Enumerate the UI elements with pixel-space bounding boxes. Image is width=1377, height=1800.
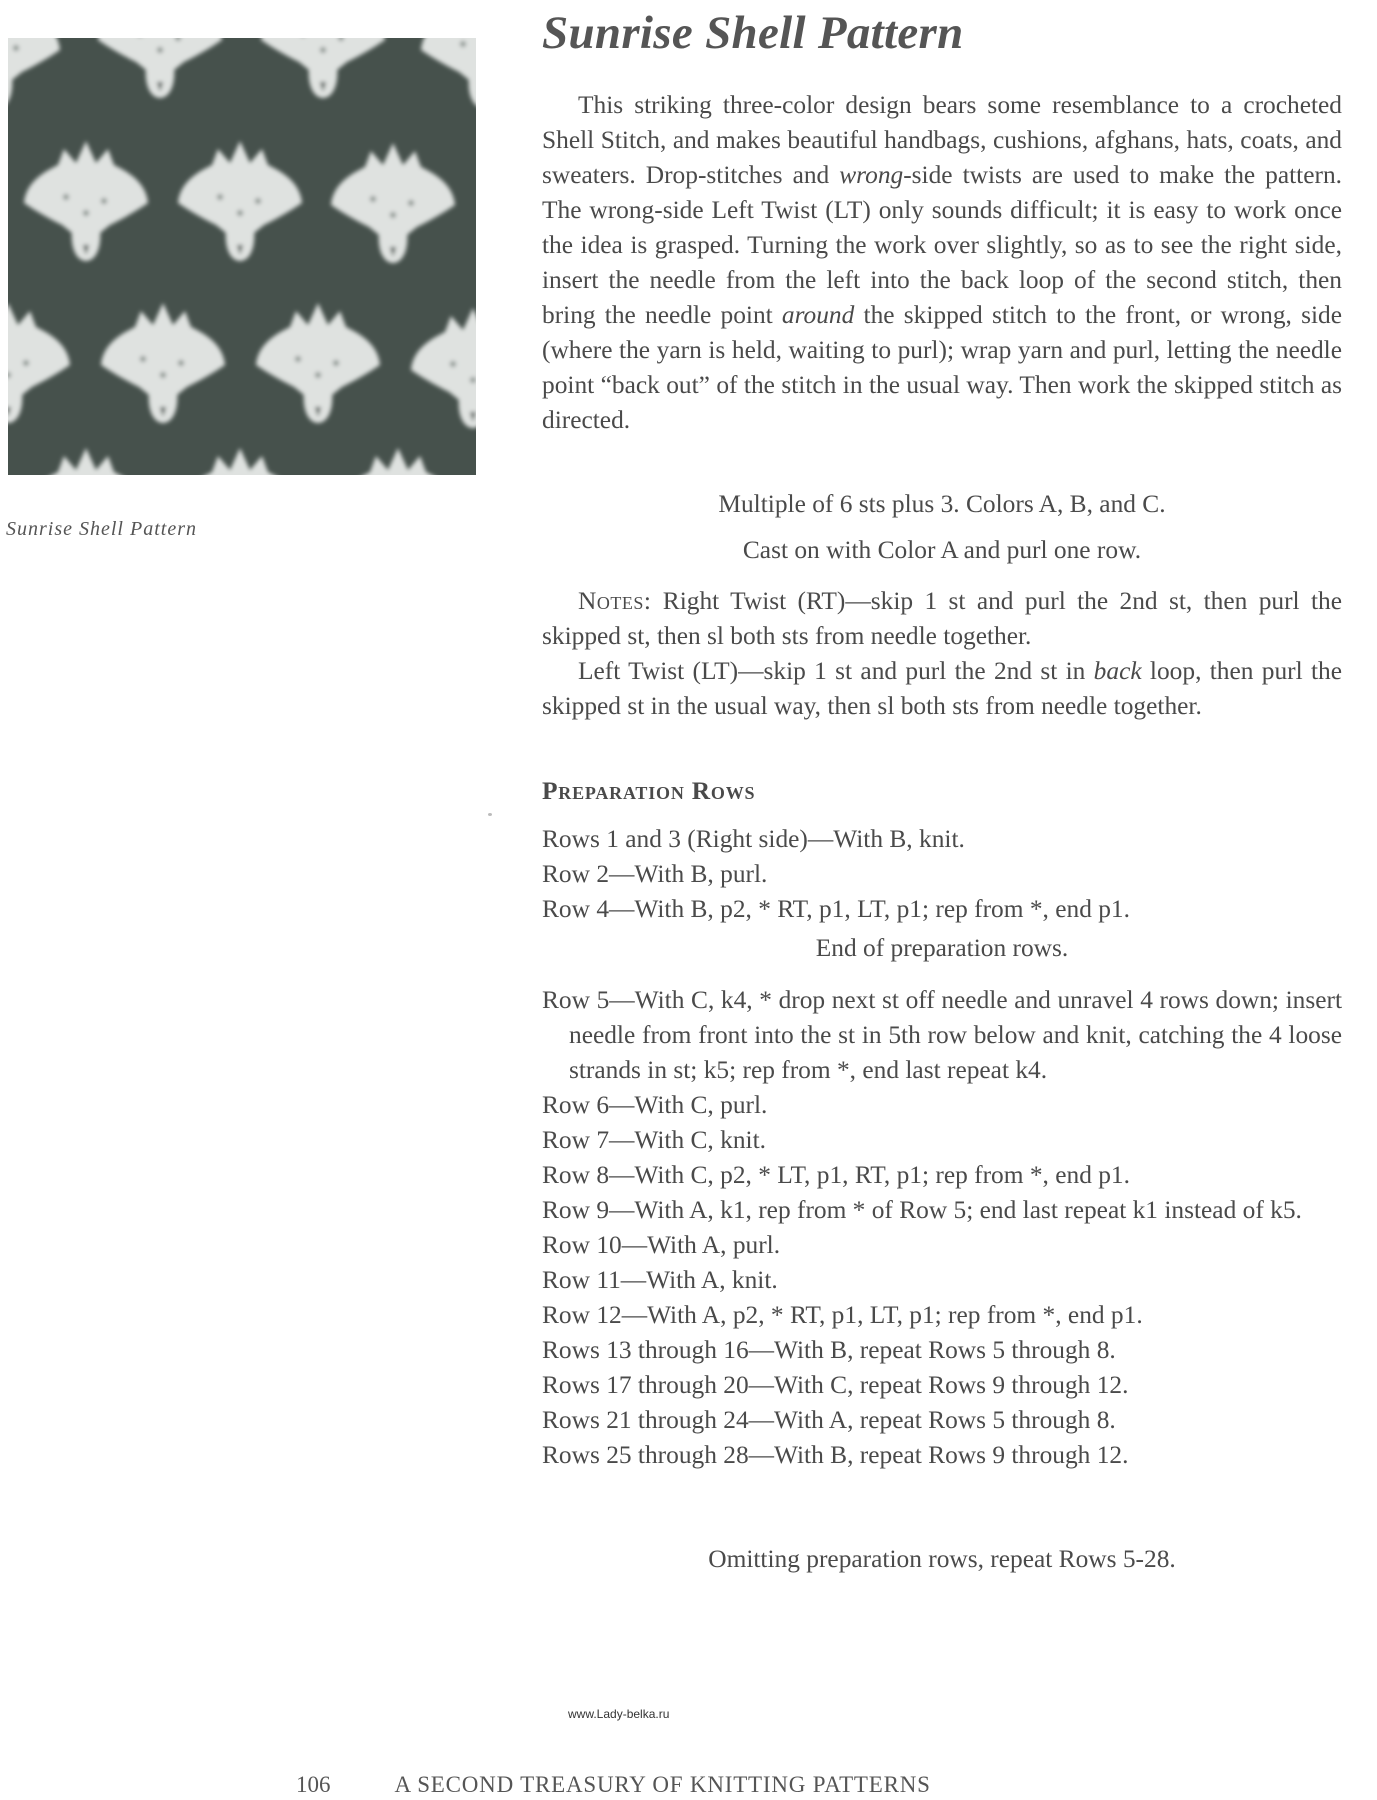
repeat-instruction: Omitting preparation rows, repeat Rows 5-28.	[708, 1545, 1176, 1573]
instruction-row: Row 12—With A, p2, * RT, p1, LT, p1; rep from *, end p1.	[542, 1301, 1143, 1329]
pattern-rows-list	[542, 983, 1342, 1473]
intro-text: This striking three-color design bears some resemblance to a crocheted Shell Stitch, and makes beautiful handbags, cushions, afghans, hats, coats, and sweaters. Drop-stitches and	[542, 91, 1342, 189]
intro-text: -side twists are used to make the pattern. The wrong-side Left Twist (LT) only sounds difficult; it is easy to work once the idea is grasped. Turning the work over slightly, so as to see the right side, insert the needle from the left into the back loop of the second stitch, then bring the needle point	[542, 161, 1343, 329]
pattern-title: Sunrise Shell Pattern	[542, 7, 964, 59]
end-of-preparation-note: End of preparation rows.	[815, 934, 1069, 962]
cast-on-instruction: Cast on with Color A and purl one row.	[742, 536, 1142, 564]
instruction-row: Row 8—With C, p2, * LT, p1, RT, p1; rep from *, end p1.	[542, 1161, 1130, 1189]
book-title: A SECOND TREASURY OF KNITTING PATTERNS	[394, 1772, 931, 1797]
pattern-swatch-photo	[8, 38, 476, 475]
note-right-twist	[542, 584, 1342, 654]
instruction-row: Rows 17 through 20—With C, repeat Rows 9 through 12.	[542, 1371, 1129, 1399]
stitch-multiple: Multiple of 6 sts plus 3. Colors A, B, and C.	[718, 490, 1166, 518]
preparation-rows-heading: Preparation Rows	[542, 777, 756, 805]
instruction-row: Row 10—With A, purl.	[542, 1231, 781, 1259]
intro-emphasis: wrong	[839, 161, 904, 189]
instruction-row: Row 6—With C, purl.	[542, 1091, 768, 1119]
page-footer	[296, 1772, 931, 1798]
instruction-row: Row 4—With B, p2, * RT, p1, LT, p1; rep from *, end p1.	[542, 895, 1130, 923]
note-left-twist	[542, 654, 1342, 724]
notes-section	[542, 584, 1342, 724]
preparation-rows-list	[542, 822, 1342, 927]
instruction-row: Row 9—With A, k1, rep from * of Row 5; end last repeat k1 instead of k5.	[542, 1196, 1302, 1224]
watermark-link[interactable]: www.Lady-belka.ru	[568, 1707, 670, 1721]
instruction-row: Rows 25 through 28—With B, repeat Rows 9 through 12.	[542, 1441, 1129, 1469]
figure-caption: Sunrise Shell Pattern	[6, 518, 197, 540]
instruction-row: Row 2—With B, purl.	[542, 860, 768, 888]
scan-speck	[488, 813, 492, 816]
note-text: loop, then purl the skipped st in the usual way, then sl both sts from needle together.	[542, 657, 1342, 720]
notes-label: Notes:	[578, 587, 652, 615]
knit-swatch-image	[8, 38, 476, 475]
note-emphasis: back	[1093, 657, 1142, 685]
instruction-row: Rows 1 and 3 (Right side)—With B, knit.	[542, 825, 965, 853]
intro-text: the skipped stitch to the front, or wrong, side (where the yarn is held, waiting to purl); wrap yarn and purl, letting the needle point “back out” of the stitch in the usual way. Then work the skipped stitch as directed.	[542, 301, 1342, 434]
intro-emphasis: around	[781, 301, 855, 329]
instruction-row: Rows 13 through 16—With B, repeat Rows 5 through 8.	[542, 1336, 1116, 1364]
note-text: Left Twist (LT)—skip 1 st and purl the 2nd st in	[578, 657, 1094, 685]
instruction-row: Row 11—With A, knit.	[542, 1266, 778, 1294]
page-number: 106	[296, 1772, 331, 1797]
note-text: Right Twist (RT)—skip 1 st and purl the 2nd st, then purl the skipped st, then sl both sts from needle together.	[542, 587, 1342, 650]
intro-paragraph	[542, 88, 1342, 438]
instruction-row: Row 7—With C, knit.	[542, 1126, 766, 1154]
instruction-row: Row 5—With C, k4, * drop next st off needle and unravel 4 rows down; insert needle from front into the st in 5th row below and knit, catching the 4 loose strands in st; k5; rep from *, end last repeat k4.	[542, 986, 1342, 1084]
instruction-row: Rows 21 through 24—With A, repeat Rows 5 through 8.	[542, 1406, 1116, 1434]
